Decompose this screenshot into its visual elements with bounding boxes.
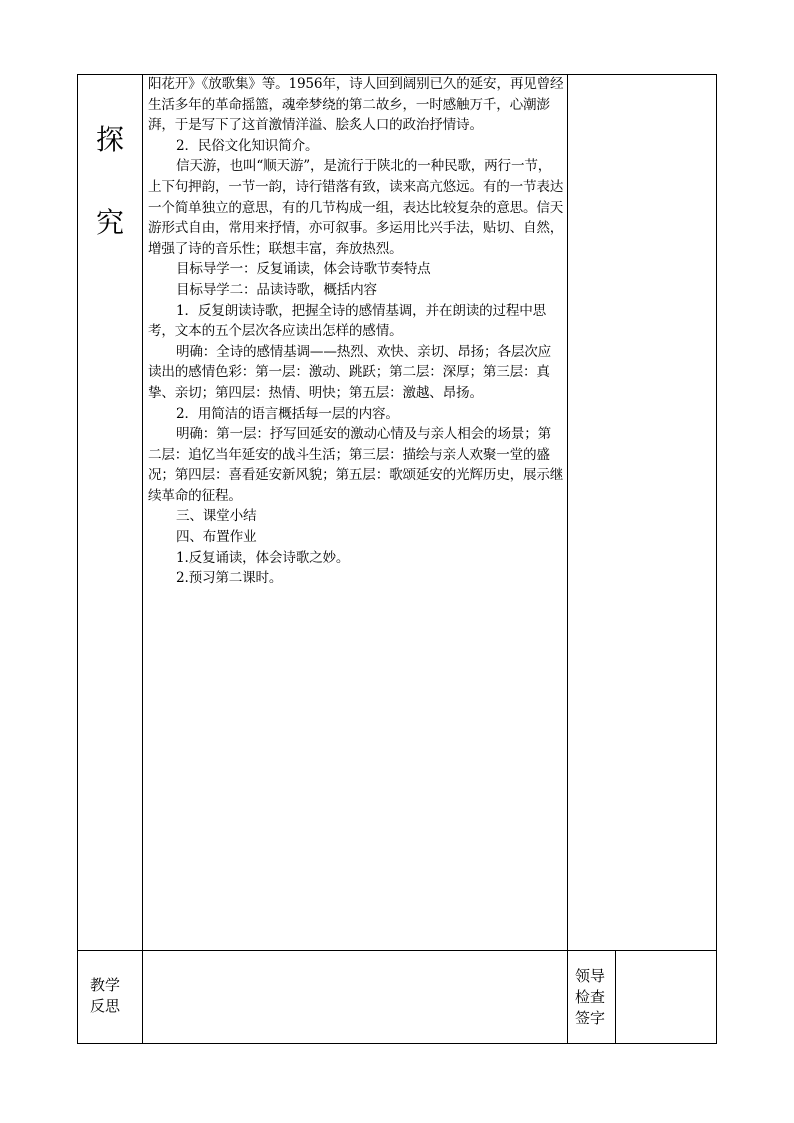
content-paragraph: 四、布置作业	[176, 529, 257, 546]
lesson-content	[148, 74, 564, 589]
content-paragraph: 2．用简洁的语言概括每一层的内容。	[176, 405, 399, 422]
content-paragraph: 2．民俗文化知识简介。	[176, 137, 319, 154]
signature-label-line-2: 检查	[575, 988, 606, 1006]
content-paragraph: 明确：第一层：抒写回延安的激动心情及与亲人相会的场景；第二层：追忆当年延安的战斗生活；第三层：描绘与亲人欢聚一堂的盛况；第四层：喜看延安新风貌；第五层：歌颂延安的光辉历史，展示继续革命的征程。	[148, 426, 564, 504]
table-section-divider	[77, 950, 717, 951]
signature-label-line-1: 领导	[575, 967, 606, 985]
reflection-field[interactable]	[144, 952, 566, 1042]
content-paragraph: 阳花开》《放歌集》等。1956年，诗人回到阔别已久的延安，再见曾经生活多年的革命摇篮，魂牵梦绕的第二故乡，一时感触万千，心潮澎湃，于是写下了这首激情洋溢、脍炙人口的政治抒情诗。	[148, 76, 564, 134]
signature-field[interactable]	[617, 952, 715, 1042]
content-paragraph: 信天游，也叫“顺天游”，是流行于陕北的一种民歌，两行一节，上下句押韵，一节一韵，诗行错落有致，读来高亢悠远。有的一节表达一个简单独立的意思，有的几节构成一组，表达比较复杂的意思。信天游形式自由，常用来抒情，亦可叙事。多运用比兴手法，贴切、自然，增强了诗的音乐性；联想丰富，奔放热烈。	[148, 158, 564, 257]
signature-label-line-3: 签字	[575, 1009, 606, 1027]
table-bottom-border	[77, 1043, 717, 1044]
reflection-label	[90, 975, 120, 1017]
content-paragraph: 2.预习第二课时。	[176, 570, 283, 587]
table-label-column-divider	[142, 74, 143, 1044]
table-right-border	[716, 74, 717, 1044]
content-paragraph: 1．反复朗读诗歌，把握全诗的感情基调，并在朗读的过程中思考，文本的五个层次各应读出怎样的感情。	[148, 302, 547, 340]
content-paragraph: 明确：全诗的感情基调——热烈、欢快、亲切、昂扬；各层次应读出的感情色彩：第一层：激动、跳跃；第二层：深厚；第三层：真挚、亲切；第四层：热情、明快；第五层：激越、昂扬。	[148, 343, 552, 401]
table-notes-column-divider	[567, 74, 568, 1044]
signature-label	[575, 966, 605, 1029]
reflection-label-line-2: 反思	[90, 997, 121, 1015]
content-paragraph: 三、课堂小结	[176, 508, 257, 525]
reflection-label-line-1: 教学	[90, 976, 121, 994]
table-signature-divider	[615, 950, 616, 1044]
content-paragraph: 1.反复诵读，体会诗歌之妙。	[176, 549, 350, 566]
content-paragraph: 目标导学一：反复诵读，体会诗歌节奏特点	[176, 261, 431, 278]
content-paragraph: 目标导学二：品读诗歌，概括内容	[176, 281, 377, 298]
side-label-char-2: 究	[95, 206, 124, 239]
side-label-char-1: 探	[95, 123, 124, 156]
